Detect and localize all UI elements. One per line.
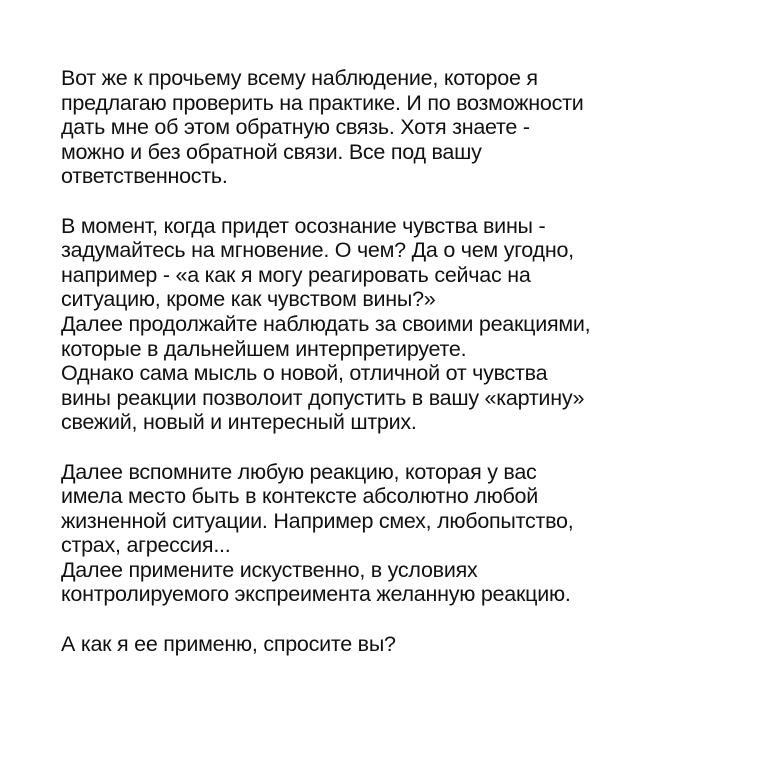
text-line: вины реакции позволоит допустить в вашу «картину»	[61, 385, 585, 410]
text-line: ответственность.	[61, 164, 228, 189]
text-line: свежий, новый и интересный штрих.	[61, 410, 417, 435]
text-line: А как я ее применю, спросите вы?	[61, 631, 396, 656]
paragraph-spacer	[61, 607, 721, 632]
paragraph-3	[61, 460, 721, 608]
text-line: предлагаю проверить на практике. И по возможности	[61, 90, 584, 115]
text-line: задумайтесь на мгновение. О чем? Да о чем угодно,	[61, 238, 574, 263]
text-line: Вот же к прочьему всему наблюдение, которое я	[61, 66, 538, 90]
text-line: Далее вспомните любую реакцию, которая у вас	[61, 459, 537, 484]
text-line: дать мне об этом обратную связь. Хотя знаете -	[61, 115, 530, 140]
text-line: Однако сама мысль о новой, отличной от чувства	[61, 361, 548, 386]
text-line: страх, агрессия...	[61, 533, 231, 558]
text-line: имела место быть в контексте абсолютно любой	[61, 484, 539, 509]
text-line: Далее примените искуственно, в условиях	[61, 557, 478, 582]
text-line: Далее продолжайте наблюдать за своими реакциями,	[61, 311, 591, 336]
paragraph-2	[61, 214, 721, 435]
paragraph-spacer	[61, 435, 721, 460]
text-line: контролируемого экспреимента желанную реакцию.	[61, 582, 571, 607]
paragraph-1	[61, 66, 721, 189]
text-line: которые в дальнейшем интерпретируете.	[61, 336, 467, 361]
text-line: жизненной ситуации. Например смех, любопытство,	[61, 508, 574, 533]
document-text	[61, 66, 721, 656]
paragraph-4	[61, 632, 721, 657]
text-line: можно и без обратной связи. Все под вашу	[61, 139, 482, 164]
text-line: например - «а как я могу реагировать сейчас на	[61, 262, 531, 287]
text-line: ситуацию, кроме как чувством вины?»	[61, 287, 436, 312]
paragraph-spacer	[61, 189, 721, 214]
text-line: В момент, когда придет осознание чувства вины -	[61, 213, 546, 238]
